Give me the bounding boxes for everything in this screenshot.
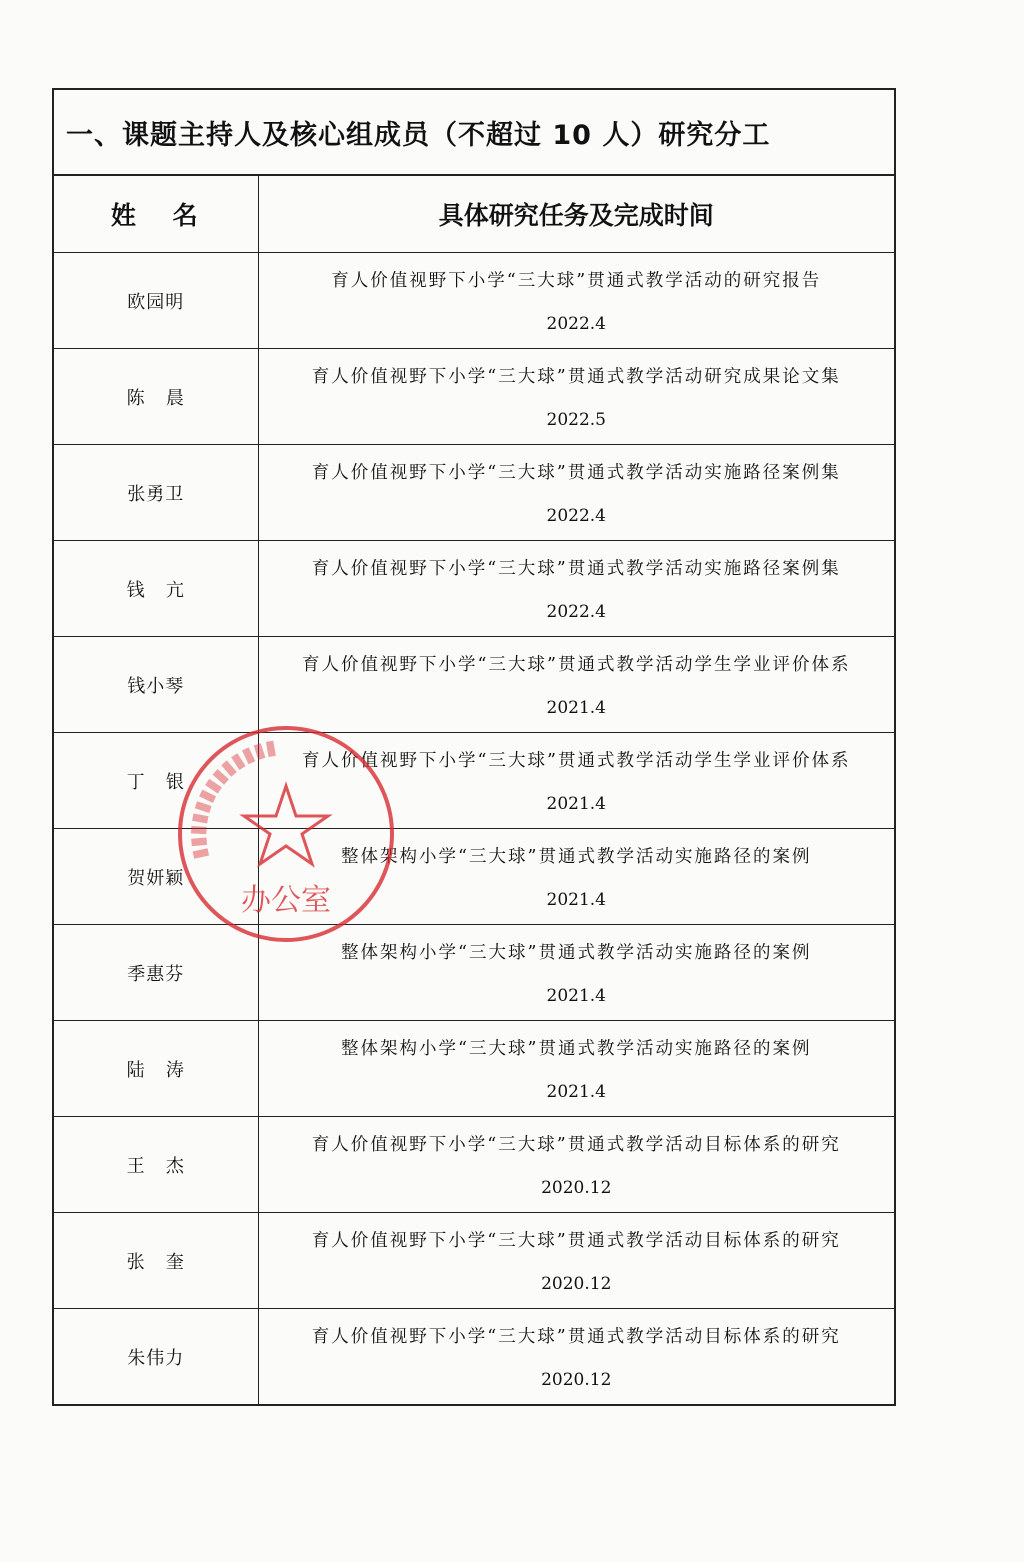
member-name: 欧园明 — [54, 253, 258, 349]
member-name: 陈 晨 — [54, 349, 258, 445]
table-row — [54, 1117, 894, 1213]
table-row — [54, 829, 894, 925]
task-title: 育人价值视野下小学“三大球”贯通式教学活动学生学业评价体系 — [302, 751, 851, 771]
member-name: 贺妍颖 — [54, 829, 258, 925]
table-row — [54, 637, 894, 733]
table-header-row — [54, 176, 894, 253]
member-name: 季惠芬 — [54, 925, 258, 1021]
task-cell — [258, 1309, 894, 1405]
task-title: 育人价值视野下小学“三大球”贯通式教学活动实施路径案例集 — [311, 463, 841, 483]
task-cell — [258, 1117, 894, 1213]
task-completion-date: 2022.4 — [546, 314, 606, 334]
task-cell — [258, 1213, 894, 1309]
table-row — [54, 349, 894, 445]
task-completion-date: 2020.12 — [541, 1274, 612, 1294]
section-title: 一、课题主持人及核心组成员（不超过 10 人）研究分工 — [54, 90, 894, 176]
member-name: 王 杰 — [54, 1117, 258, 1213]
member-name: 钱小琴 — [54, 637, 258, 733]
task-completion-date: 2021.4 — [546, 698, 606, 718]
task-completion-date: 2022.4 — [546, 602, 606, 622]
table-row — [54, 1309, 894, 1405]
task-title: 育人价值视野下小学“三大球”贯通式教学活动目标体系的研究 — [311, 1327, 841, 1347]
task-completion-date: 2021.4 — [546, 890, 606, 910]
table-row — [54, 925, 894, 1021]
task-completion-date: 2022.5 — [546, 410, 606, 430]
table-row — [54, 1213, 894, 1309]
task-completion-date: 2022.4 — [546, 506, 606, 526]
svg-text:▮▮▮▮▮▮▮▮▮▮▮▮▮: ▮▮▮▮▮▮▮▮▮▮▮▮▮ — [184, 734, 279, 862]
task-cell — [258, 1021, 894, 1117]
task-cell — [258, 253, 894, 349]
task-title: 整体架构小学“三大球”贯通式教学活动实施路径的案例 — [341, 847, 812, 867]
member-name: 张 奎 — [54, 1213, 258, 1309]
task-cell — [258, 349, 894, 445]
member-name: 朱伟力 — [54, 1309, 258, 1405]
column-header-name: 姓 名 — [54, 176, 258, 253]
task-cell — [258, 733, 894, 829]
task-completion-date: 2021.4 — [546, 986, 606, 1006]
member-name: 钱 亢 — [54, 541, 258, 637]
task-completion-date: 2020.12 — [541, 1178, 612, 1198]
column-header-task: 具体研究任务及完成时间 — [258, 176, 894, 253]
task-title: 育人价值视野下小学“三大球”贯通式教学活动实施路径案例集 — [311, 559, 841, 579]
table-row — [54, 253, 894, 349]
task-cell — [258, 925, 894, 1021]
table-row — [54, 445, 894, 541]
member-name: 张勇卫 — [54, 445, 258, 541]
task-cell — [258, 445, 894, 541]
member-name: 丁 银 — [54, 733, 258, 829]
table-row — [54, 733, 894, 829]
task-cell — [258, 541, 894, 637]
task-cell — [258, 829, 894, 925]
division-table — [54, 176, 894, 1404]
task-title: 育人价值视野下小学“三大球”贯通式教学活动目标体系的研究 — [311, 1231, 841, 1251]
seal-label: 办公室 — [241, 883, 331, 918]
task-cell — [258, 637, 894, 733]
task-title: 育人价值视野下小学“三大球”贯通式教学活动研究成果论文集 — [311, 367, 841, 387]
research-division-form — [52, 88, 896, 1406]
member-name: 陆 涛 — [54, 1021, 258, 1117]
task-title: 育人价值视野下小学“三大球”贯通式教学活动目标体系的研究 — [311, 1135, 841, 1155]
task-completion-date: 2021.4 — [546, 794, 606, 814]
table-row — [54, 541, 894, 637]
task-completion-date: 2021.4 — [546, 1082, 606, 1102]
task-completion-date: 2020.12 — [541, 1370, 612, 1390]
task-title: 整体架构小学“三大球”贯通式教学活动实施路径的案例 — [341, 1039, 812, 1059]
task-title: 育人价值视野下小学“三大球”贯通式教学活动的研究报告 — [331, 271, 822, 291]
task-title: 整体架构小学“三大球”贯通式教学活动实施路径的案例 — [341, 943, 812, 963]
task-title: 育人价值视野下小学“三大球”贯通式教学活动学生学业评价体系 — [302, 655, 851, 675]
table-row — [54, 1021, 894, 1117]
